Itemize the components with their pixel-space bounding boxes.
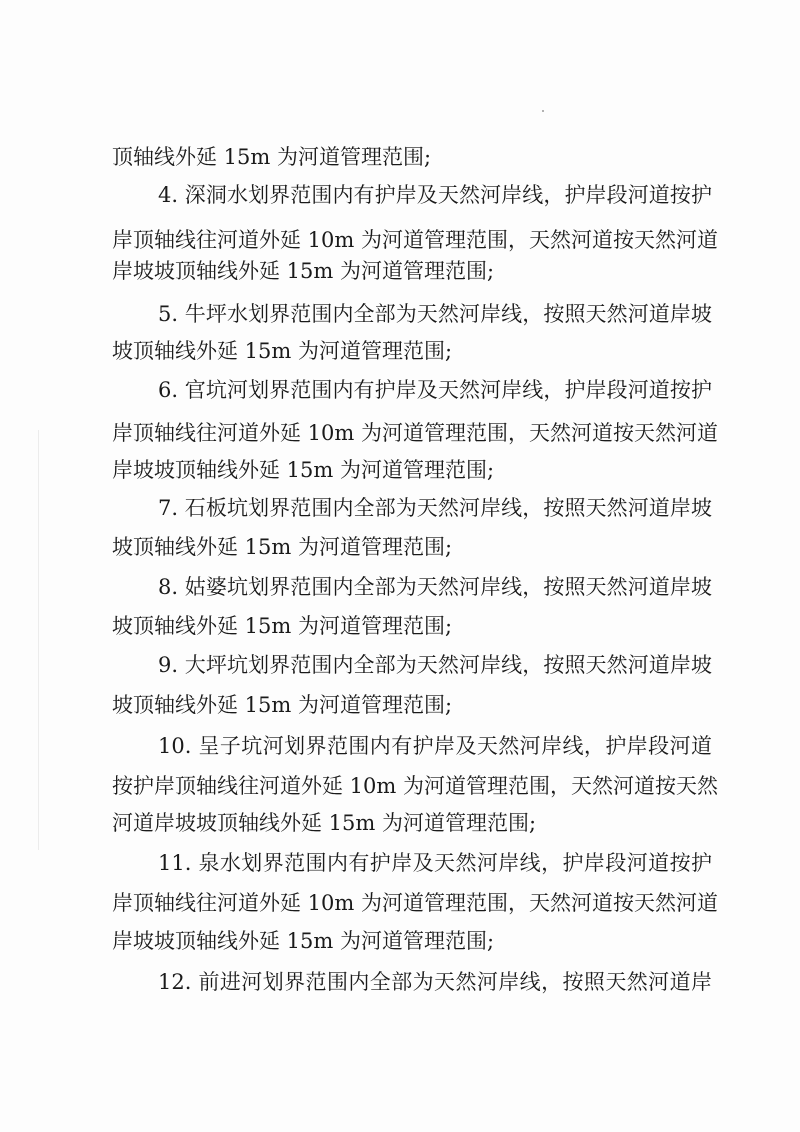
text-line-item-4: 4. 深洞水划界范围内有护岸及天然河岸线，护岸段河道按护 (158, 183, 712, 207)
text-line-item-6: 6. 官坑河划界范围内有护岸及天然河岸线，护岸段河道按护 (158, 378, 712, 402)
scan-margin-mark (38, 430, 39, 850)
text-line: 按护岸顶轴线往河道外延 10m 为河道管理范围，天然河道按天然 (112, 774, 718, 798)
text-line-item-12: 12. 前进河划界范围内全部为天然河岸线，按照天然河道岸 (158, 970, 712, 994)
text-line-item-9: 9. 大坪坑划界范围内全部为天然河岸线，按照天然河道岸坡 (158, 653, 712, 677)
text-line-item-7: 7. 石板坑划界范围内全部为天然河岸线，按照天然河道岸坡 (158, 496, 712, 520)
text-line: 顶轴线外延 15m 为河道管理范围; (112, 145, 432, 169)
text-line: 岸坡坡顶轴线外延 15m 为河道管理范围; (112, 458, 495, 482)
text-line-item-10: 10. 呈子坑河划界范围内有护岸及天然河岸线，护岸段河道 (158, 734, 712, 758)
text-line-item-5: 5. 牛坪水划界范围内全部为天然河岸线，按照天然河道岸坡 (158, 302, 712, 326)
text-line: 河道岸坡坡顶轴线外延 15m 为河道管理范围; (112, 811, 537, 835)
text-line: 坡顶轴线外延 15m 为河道管理范围; (112, 339, 453, 363)
text-line: 岸坡坡顶轴线外延 15m 为河道管理范围; (112, 929, 495, 953)
text-line-item-11: 11. 泉水划界范围内有护岸及天然河岸线，护岸段河道按护 (158, 851, 712, 875)
text-line: 岸顶轴线往河道外延 10m 为河道管理范围，天然河道按天然河道 (112, 228, 718, 252)
text-line: 岸顶轴线往河道外延 10m 为河道管理范围，天然河道按天然河道 (112, 891, 718, 915)
text-line: 岸坡坡顶轴线外延 15m 为河道管理范围; (112, 259, 495, 283)
text-line: 坡顶轴线外延 15m 为河道管理范围; (112, 693, 453, 717)
text-line-item-8: 8. 姑婆坑划界范围内全部为天然河岸线，按照天然河道岸坡 (158, 575, 712, 599)
scan-speck (542, 110, 544, 112)
text-line: 坡顶轴线外延 15m 为河道管理范围; (112, 535, 453, 559)
text-line: 岸顶轴线往河道外延 10m 为河道管理范围，天然河道按天然河道 (112, 421, 718, 445)
text-line: 坡顶轴线外延 15m 为河道管理范围; (112, 614, 453, 638)
